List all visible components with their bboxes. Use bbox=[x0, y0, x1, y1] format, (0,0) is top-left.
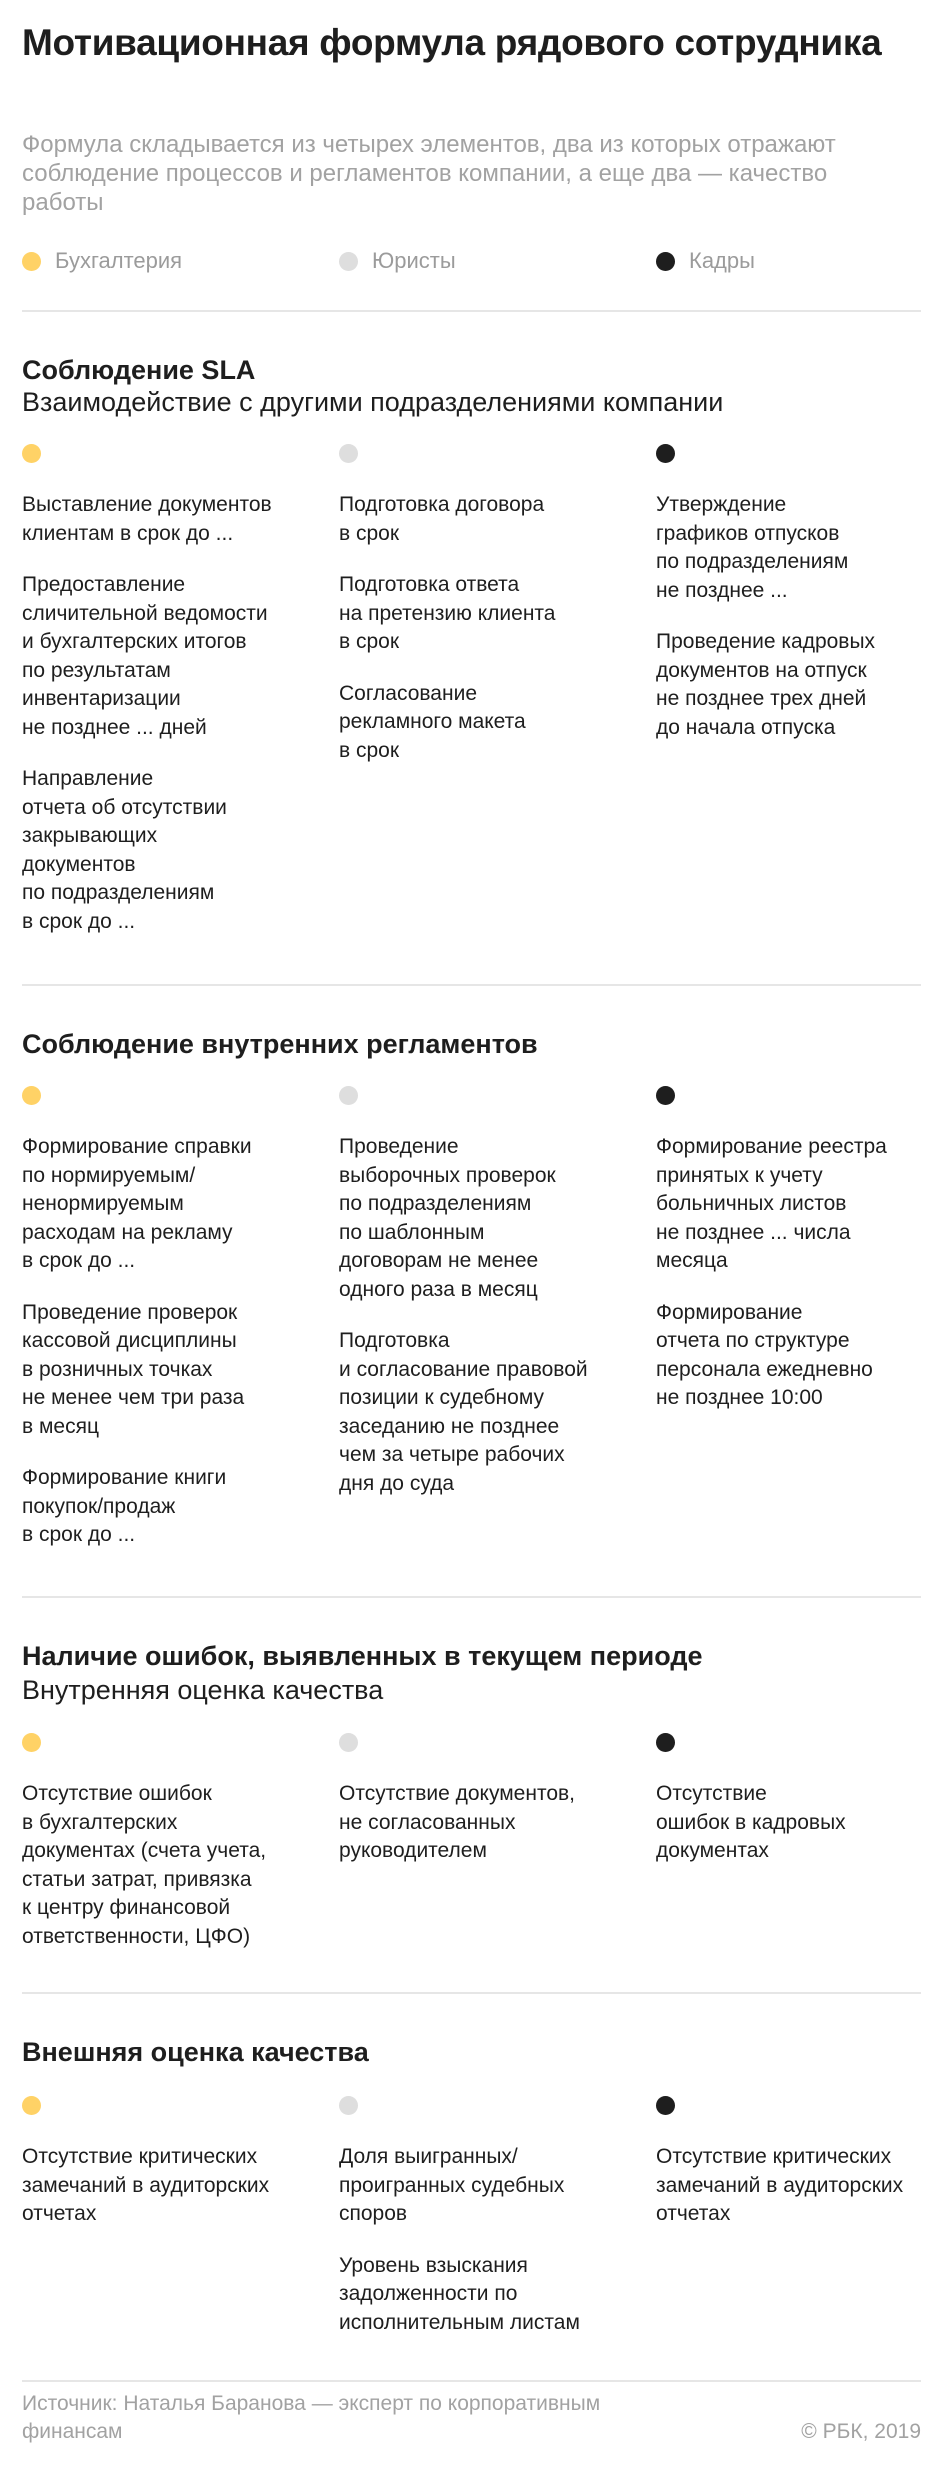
department-dot bbox=[339, 444, 358, 463]
item-list bbox=[656, 2143, 903, 2252]
department-dot bbox=[656, 1733, 675, 1752]
list-item: Доля выигранных/ проигранных судебных споров bbox=[339, 2145, 565, 2225]
page-title: Мотивационная формула рядового сотрудника bbox=[22, 22, 882, 63]
legend-dot-hr bbox=[656, 252, 675, 271]
department-dot bbox=[22, 2096, 41, 2115]
legend-label-hr: Кадры bbox=[689, 248, 755, 273]
department-dot bbox=[22, 1086, 41, 1105]
department-dot bbox=[22, 1733, 41, 1752]
item-list bbox=[22, 1780, 266, 1974]
section-title-sla: Соблюдение SLA bbox=[22, 355, 256, 385]
item-list bbox=[339, 1133, 588, 1521]
legend-item-hr bbox=[656, 248, 755, 274]
list-item: Проведение выборочных проверок по подразделениям по шаблонным договорам не менее одного раза в месяц bbox=[339, 1135, 556, 1301]
section-title-regulations: Соблюдение внутренних регламентов bbox=[22, 1029, 538, 1059]
list-item: Направление отчета об отсутствии закрывающих документов по подразделениям в срок до ... bbox=[22, 767, 227, 933]
divider bbox=[22, 2380, 921, 2382]
list-item: Подготовка и согласование правовой позиции к судебному заседанию не позднее чем за четыре рабочих дня до суда bbox=[339, 1329, 588, 1495]
department-dot bbox=[339, 2096, 358, 2115]
item-list bbox=[339, 1780, 575, 1889]
list-item: Уровень взыскания задолженности по исполнительным листам bbox=[339, 2253, 580, 2334]
list-item: Проведение проверок кассовой дисциплины в розничных точках не менее чем три раза в месяц bbox=[22, 1300, 245, 1438]
item-list bbox=[656, 1133, 887, 1436]
legend-label-accounting: Бухгалтерия bbox=[55, 248, 183, 273]
department-dot bbox=[339, 1086, 358, 1105]
copyright: © РБК, 2019 bbox=[801, 2420, 921, 2443]
list-item: Формирование реестра принятых к учету больничных листов не позднее ... числа месяца bbox=[656, 1135, 887, 1272]
list-item: Предоставление сличительной ведомости и бухгалтерских итогов по результатам инвентаризации не позднее ... дней bbox=[22, 573, 268, 739]
department-dot bbox=[656, 1086, 675, 1105]
section-title-errors: Наличие ошибок, выявленных в текущем периоде bbox=[22, 1641, 703, 1671]
legend-label-lawyers: Юристы bbox=[372, 248, 456, 273]
list-item: Отсутствие документов, не согласованных руководителем bbox=[339, 1782, 576, 1862]
list-item: Формирование справки по нормируемым/ ненормируемым расходам на рекламу в срок до ... bbox=[22, 1135, 252, 1272]
section-title-external: Внешняя оценка качества bbox=[22, 2037, 369, 2067]
list-item: Отсутствие ошибок в кадровых документах bbox=[656, 1782, 846, 1862]
item-list bbox=[656, 491, 875, 765]
list-item: Отсутствие критических замечаний в аудиторских отчетах bbox=[656, 2145, 904, 2225]
item-list bbox=[22, 491, 272, 959]
legend-item-lawyers bbox=[339, 248, 456, 274]
page-lead: Формула складывается из четырех элементов, два из которых отражают соблюдение процессов и регламентов компании, а еще два — качество работы bbox=[22, 131, 836, 216]
list-item: Проведение кадровых документов на отпуск не позднее трех дней до начала отпуска bbox=[656, 630, 876, 739]
legend bbox=[22, 248, 922, 278]
section-subtitle-errors: Внутренняя оценка качества bbox=[22, 1675, 384, 1705]
item-list bbox=[22, 2143, 269, 2252]
item-list bbox=[656, 1780, 846, 1889]
list-item: Подготовка договора в срок bbox=[339, 493, 545, 545]
department-dot bbox=[339, 1733, 358, 1752]
list-item: Согласование рекламного макета в срок bbox=[339, 681, 526, 762]
list-item: Формирование книги покупок/продаж в срок до ... bbox=[22, 1466, 227, 1546]
list-item: Формирование отчета по структуре персонала ежедневно не позднее 10:00 bbox=[656, 1300, 873, 1409]
list-item: Подготовка ответа на претензию клиента в срок bbox=[339, 573, 556, 653]
section-subtitle-sla: Взаимодействие с другими подразделениями компании bbox=[22, 387, 724, 417]
list-item: Отсутствие ошибок в бухгалтерских документах (счета учета, статьи затрат, привязка к центру финансовой ответственности, ЦФО) bbox=[22, 1782, 267, 1948]
source-note: Источник: Наталья Баранова — эксперт по корпоративным финансам bbox=[22, 2392, 601, 2443]
legend-item-accounting bbox=[22, 248, 182, 274]
divider bbox=[22, 1992, 921, 1994]
department-dot bbox=[22, 444, 41, 463]
legend-dot-accounting bbox=[22, 252, 41, 271]
list-item: Выставление документов клиентам в срок до ... bbox=[22, 493, 272, 545]
item-list bbox=[22, 1133, 252, 1573]
item-list bbox=[339, 491, 556, 788]
divider bbox=[22, 1596, 921, 1598]
legend-dot-lawyers bbox=[339, 252, 358, 271]
divider bbox=[22, 984, 921, 986]
item-list bbox=[339, 2143, 580, 2360]
department-dot bbox=[656, 444, 675, 463]
divider bbox=[22, 310, 921, 312]
department-dot bbox=[656, 2096, 675, 2115]
list-item: Отсутствие критических замечаний в аудиторских отчетах bbox=[22, 2145, 270, 2225]
list-item: Утверждение графиков отпусков по подразделениям не позднее ... bbox=[656, 493, 849, 602]
